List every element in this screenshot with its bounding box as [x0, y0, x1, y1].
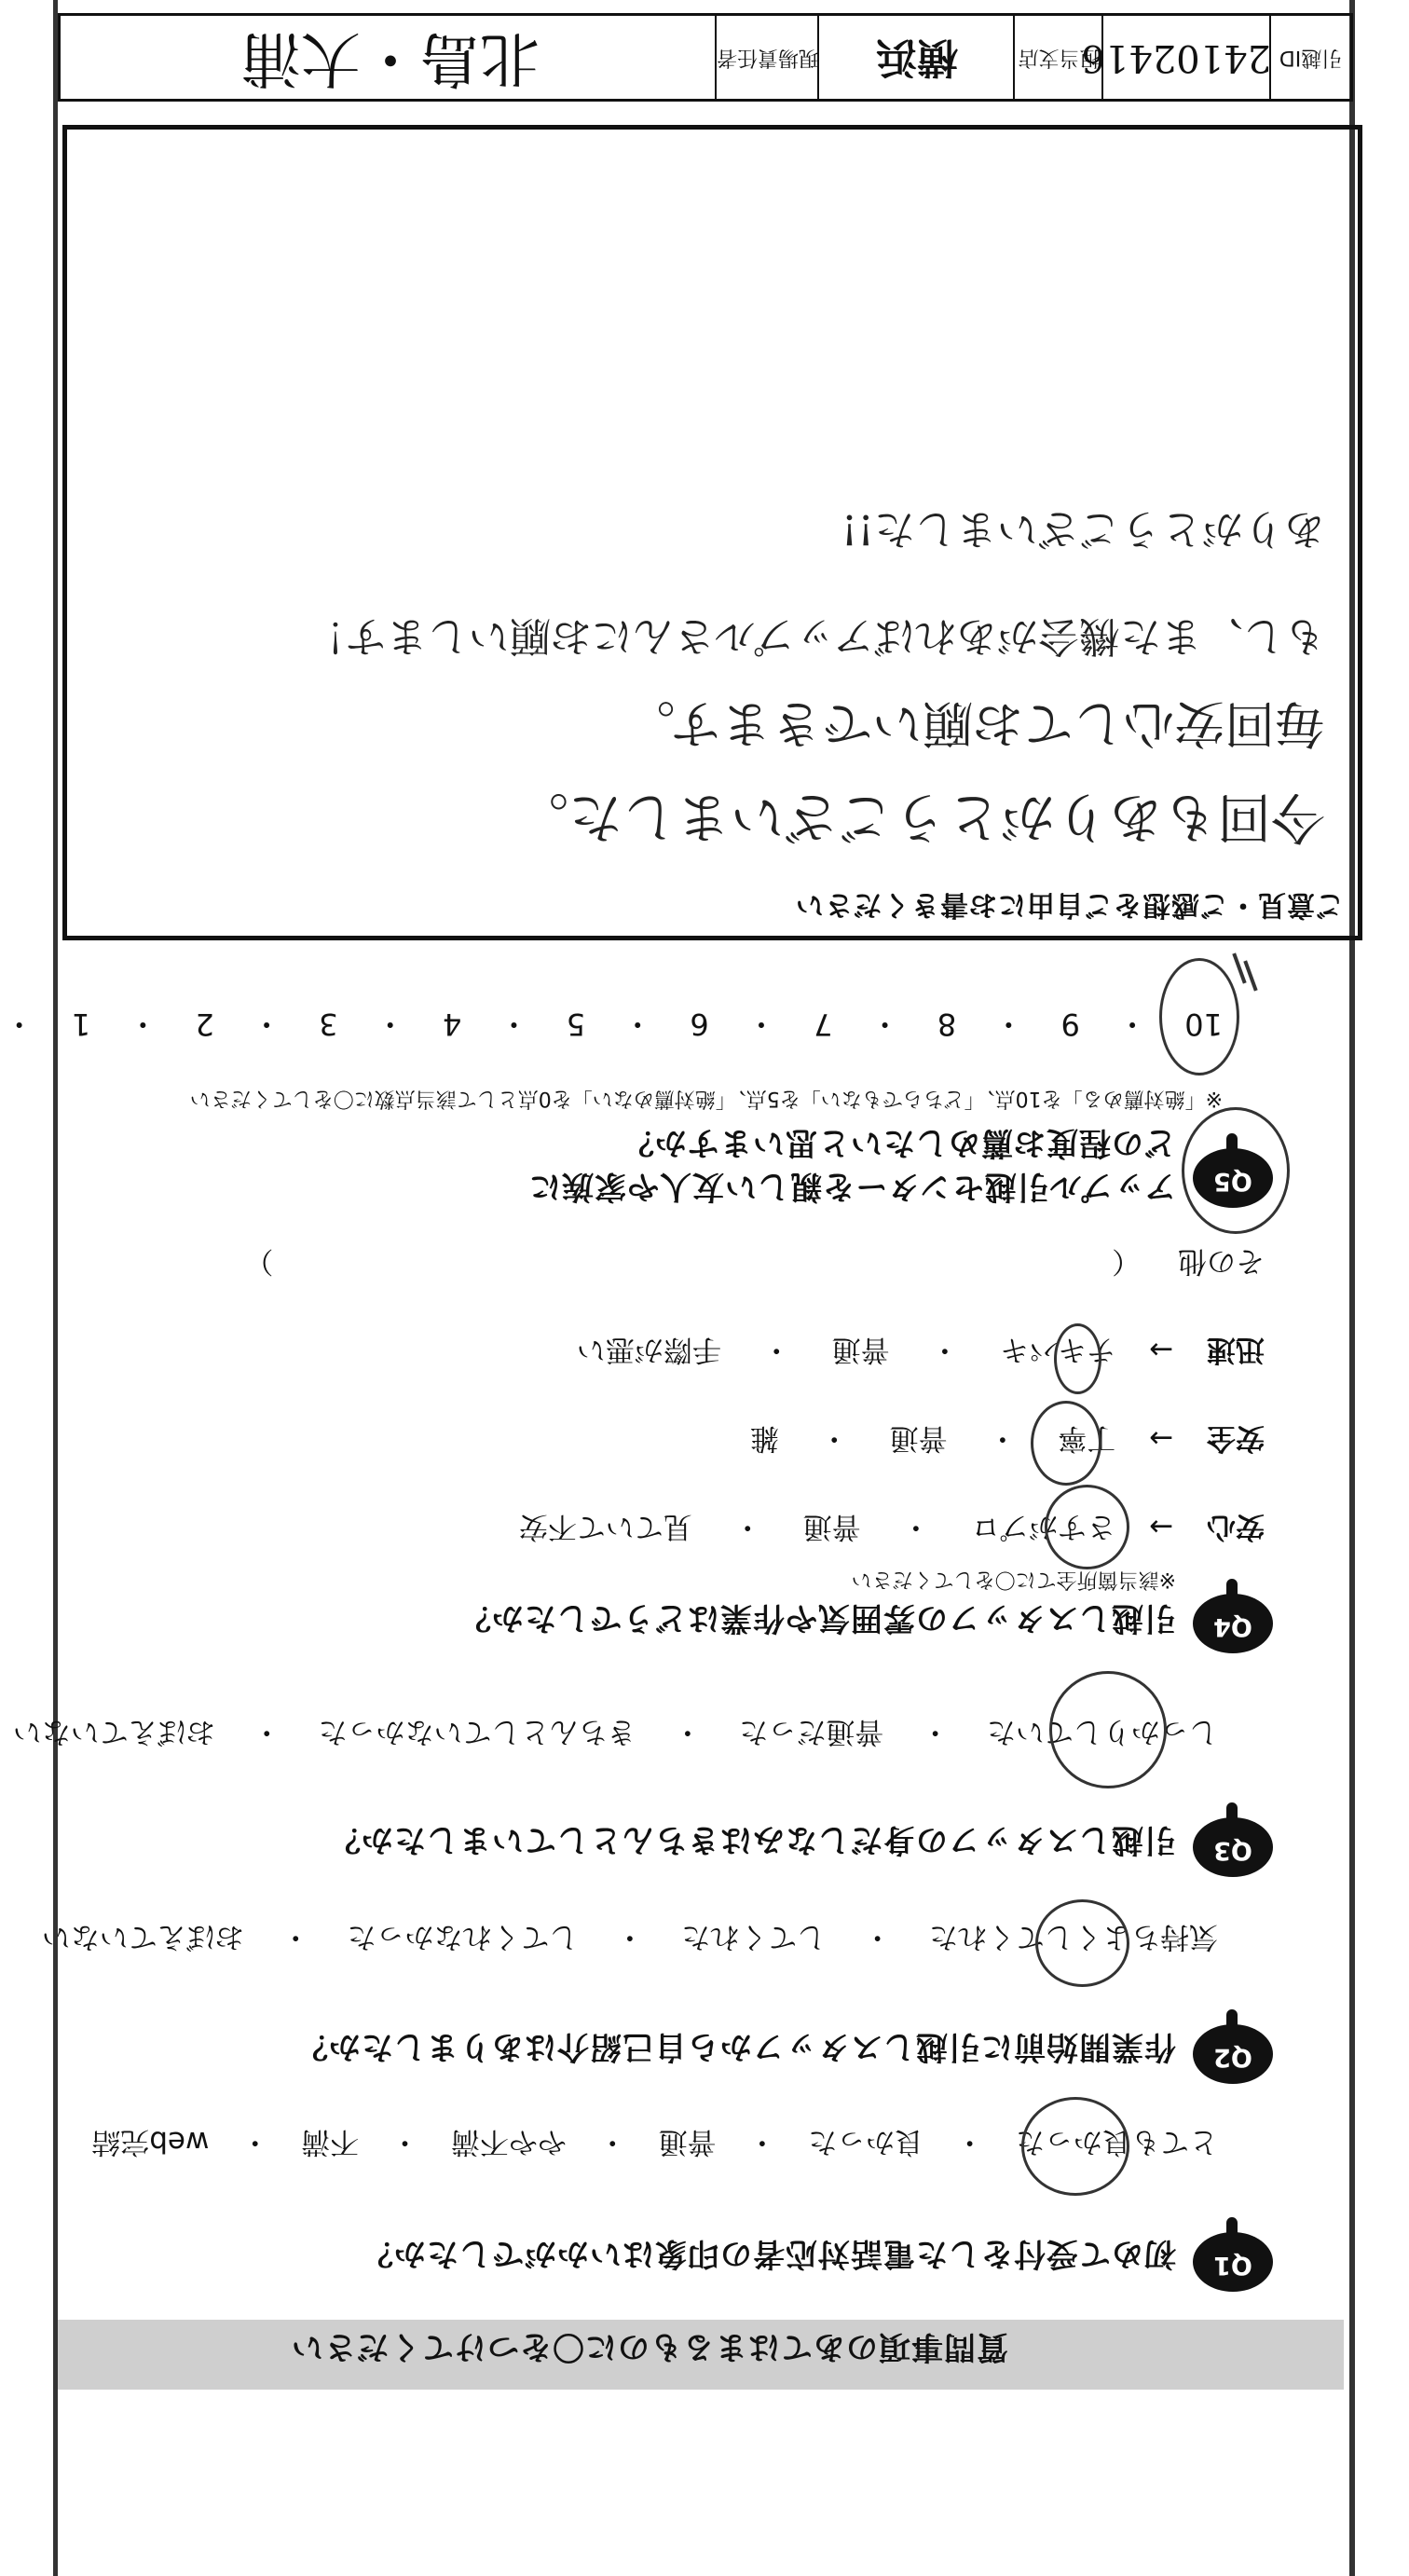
comments-title: ご意見・ご感想をご自由にお書きください — [795, 888, 1344, 921]
q5-question-line2: どの程度お薦めしたいと思いますか？ — [622, 1124, 1176, 1161]
q1-option[interactable]: 良かった — [808, 2125, 924, 2158]
q1-sep: ・ — [240, 2125, 270, 2158]
q5-score[interactable]: 1 — [71, 1007, 91, 1042]
q1-option[interactable]: web完結 — [91, 2125, 210, 2158]
q5-badge-circle — [1182, 1107, 1290, 1234]
q4-row-anzen: 安全 → 丁寧 ・ 普通 ・ 雑 — [749, 1421, 1265, 1455]
q3-answer-circle — [1049, 1671, 1167, 1788]
q2-badge-icon — [1193, 2024, 1273, 2084]
q3-sep: ・ — [252, 1715, 281, 1748]
scan-edge-right — [53, 0, 58, 2576]
q4-question: 引越しスタッフの雰囲気や作業はどうでしたか？ — [458, 1599, 1176, 1637]
q3-sep: ・ — [673, 1715, 703, 1748]
q4-option[interactable]: 雑 — [749, 1421, 779, 1455]
q3-question: 引越しスタッフの身だしなみはきちんとしていましたか？ — [328, 1821, 1176, 1858]
q2-option[interactable]: してくれた — [681, 1920, 827, 1953]
id-value[interactable]: 24102416 — [1101, 16, 1271, 99]
q1-question: 初めて受付をした電話対応者の印象はいかがでしたか？ — [361, 2235, 1176, 2272]
q1-option[interactable]: やや不満 — [450, 2125, 567, 2158]
q4-badge-icon — [1193, 1594, 1273, 1653]
q5-tick-mark — [1243, 960, 1257, 991]
q5-score[interactable]: 8 — [937, 1007, 957, 1042]
q1-badge-icon — [1193, 2232, 1273, 2292]
q2-answer-circle — [1035, 1899, 1129, 1987]
q4-option[interactable]: さすがプロ — [971, 1510, 1116, 1543]
q5-scale: 10 ・ 9 ・ 8 ・ 7 ・ 6 ・ 5 ・ 4 ・ 3 ・ 2 ・ 1 ・ — [4, 1007, 1223, 1042]
q1-badge-label: Q1 — [1213, 2251, 1252, 2280]
q4-other-label: その他 — [1178, 1244, 1265, 1278]
comments-line-3[interactable]: もし、また機会があればアップルさんにお願いします！ — [304, 612, 1325, 660]
q5-score[interactable]: 7 — [814, 1007, 833, 1042]
comments-line-4[interactable]: ありがとうございました!! — [841, 505, 1325, 553]
q4-row-jinsoku: 迅速 → テキパキ ・ 普通 ・ 手際が悪い — [576, 1333, 1265, 1366]
q4-option[interactable]: テキパキ — [1000, 1333, 1116, 1366]
leader-value[interactable]: 北島・大浦 — [241, 23, 540, 92]
q4-other-close: ） — [244, 1244, 274, 1278]
q4-other-row — [146, 1243, 1265, 1285]
q2-sep: ・ — [863, 1920, 893, 1953]
q5-note: ※「絶対薦める」を10点、「どちらでもない」を5点、「絶対薦めない」を0点として該当点数に〇をしてください — [189, 1087, 1223, 1110]
q3-option[interactable]: しっかりしていた — [987, 1715, 1218, 1748]
q1-option[interactable]: 不満 — [301, 2125, 360, 2158]
instructions-text: 質問事項のあてはまるものに〇をつけてください — [291, 2328, 1008, 2365]
arrow-right-icon: → — [1149, 1421, 1174, 1455]
q4-option[interactable]: 手際が悪い — [576, 1333, 721, 1366]
q4-option[interactable]: 普通 — [889, 1421, 948, 1455]
q5-badge-label: Q5 — [1213, 1167, 1252, 1196]
q4-row-label: 安心 — [1207, 1510, 1265, 1543]
q4-option[interactable]: 普通 — [831, 1333, 890, 1366]
q5-score[interactable]: 2 — [195, 1007, 214, 1042]
q4-row-anshin: 安心 → さすがプロ ・ 普通 ・ 見ていて不安 — [518, 1510, 1265, 1543]
branch-value[interactable]: 横浜 — [817, 16, 1015, 99]
q1-option[interactable]: とても良かった — [1016, 2125, 1218, 2158]
q2-option[interactable]: おぼえていない — [41, 1920, 244, 1953]
id-label: 引越ID — [1269, 16, 1350, 99]
q5-question-line1: アップル引越センターを親しい友人や家族に — [528, 1168, 1176, 1205]
q5-score[interactable]: 4 — [442, 1007, 462, 1042]
q5-score[interactable]: 6 — [690, 1007, 709, 1042]
q3-option[interactable]: きちんとしていなかった — [318, 1715, 636, 1748]
q4-anzen-answer-circle — [1031, 1401, 1101, 1486]
q4-option[interactable]: 見ていて不安 — [518, 1510, 692, 1543]
q4-row-label: 安全 — [1207, 1421, 1265, 1455]
branch-label: 担当支店 — [1013, 16, 1103, 99]
q5-score[interactable]: 10 — [1184, 1007, 1223, 1042]
q2-badge-label: Q2 — [1213, 2043, 1252, 2072]
q4-note: ※該当箇所全てに〇をしてください — [851, 1568, 1176, 1591]
q3-option[interactable]: おぼえていない — [12, 1715, 215, 1748]
q5-score[interactable]: 3 — [319, 1007, 338, 1042]
header-table — [58, 13, 1353, 102]
q3-badge-icon — [1193, 1817, 1273, 1877]
comments-line-2[interactable]: 毎回安心してお願いできます。 — [624, 694, 1325, 753]
q2-option[interactable]: 気持ちよくしてくれた — [929, 1920, 1218, 1953]
q1-sep: ・ — [747, 2125, 777, 2158]
leader-label: 現場責任者 — [715, 16, 819, 99]
q4-other-open: （ — [1112, 1244, 1142, 1278]
q4-row-label: 迅速 — [1207, 1333, 1265, 1366]
q4-option[interactable]: 丁寧 — [1058, 1421, 1116, 1455]
q4-badge-label: Q4 — [1213, 1612, 1252, 1641]
q4-jinsoku-answer-circle — [1054, 1323, 1101, 1394]
q5-tick-mark — [1232, 952, 1246, 983]
q3-sep: ・ — [921, 1715, 951, 1748]
q2-sep: ・ — [615, 1920, 645, 1953]
q1-sep: ・ — [597, 2125, 627, 2158]
q5-answer-circle — [1159, 958, 1239, 1076]
arrow-right-icon: → — [1149, 1510, 1174, 1543]
q4-option[interactable]: 普通 — [802, 1510, 861, 1543]
q4-anshin-answer-circle — [1045, 1485, 1129, 1569]
q1-option[interactable]: 普通 — [658, 2125, 717, 2158]
q3-badge-label: Q3 — [1213, 1836, 1252, 1865]
q3-options — [13, 1714, 1218, 1756]
q2-option[interactable]: してくれなかった — [347, 1920, 579, 1953]
arrow-right-icon: → — [1149, 1333, 1174, 1366]
q5-score[interactable]: 5 — [566, 1007, 586, 1042]
q2-question: 作業開始前に引越しスタッフから自己紹介はありましたか？ — [295, 2028, 1176, 2065]
comments-line-1[interactable]: 今回もありがとうございました。 — [513, 786, 1325, 849]
q1-sep: ・ — [955, 2125, 985, 2158]
q3-option[interactable]: 普通だった — [739, 1715, 884, 1748]
q1-sep: ・ — [390, 2125, 419, 2158]
q1-answer-circle — [1021, 2097, 1129, 2196]
q2-sep: ・ — [280, 1920, 310, 1953]
q5-score[interactable]: 9 — [1060, 1007, 1080, 1042]
